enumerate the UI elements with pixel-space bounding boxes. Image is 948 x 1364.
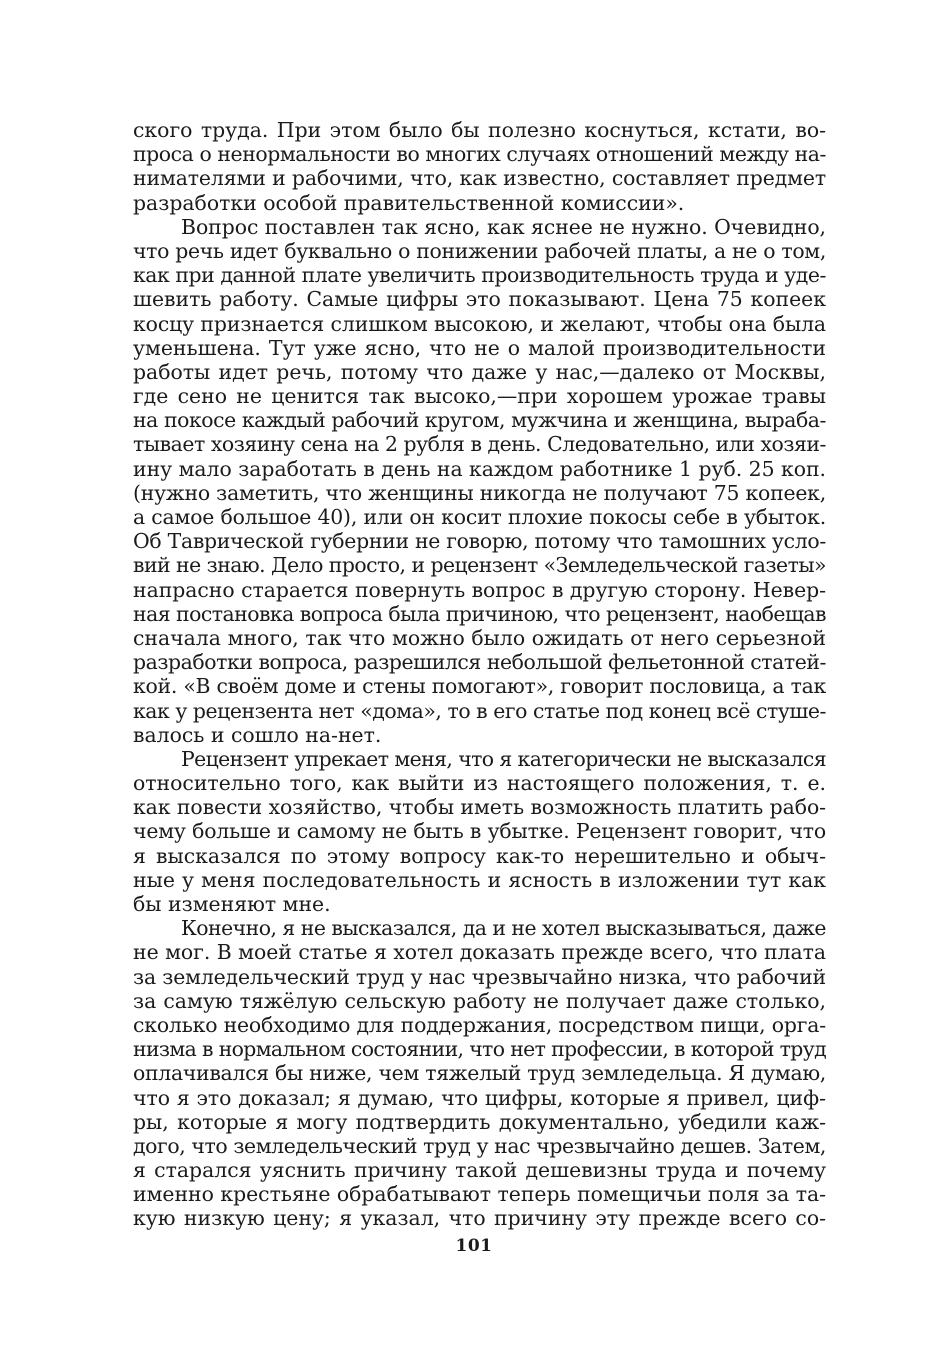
- text-line: ского труда. При этом было бы полезно коснуться, кстати, во-: [133, 118, 826, 142]
- paragraph-3: [133, 747, 826, 916]
- text-line: напрасно старается повернуть вопрос в другую сторону. Невер-: [133, 577, 826, 602]
- text-line: Рецензент упрекает меня, что я категорически не высказался: [181, 746, 826, 771]
- text-line: что речь идет буквально о понижении рабочей платы, а не о том,: [133, 238, 826, 263]
- text-line: бы изменяют мне.: [133, 892, 331, 916]
- text-line: косцу признается слишком высокою, и желают, чтобы она была: [133, 311, 826, 336]
- paragraph-2: [133, 215, 826, 747]
- text-line: дого, что земледельческий труд у нас чрезвычайно дешев. Затем,: [133, 1133, 826, 1158]
- text-line: уменьшена. Тут уже ясно, что не о малой производительности: [133, 335, 826, 360]
- text-line: как у рецензента нет «дома», то в его статье под конец всё стуше-: [133, 698, 827, 723]
- text-line: разработки вопроса, разрешился небольшой фельетонной статей-: [133, 650, 826, 675]
- text-line: ры, которые я могу подтвердить документально, убедили каж-: [133, 1109, 826, 1134]
- text-line: низма в нормальном состоянии, что нет профессии, в которой труд: [133, 1037, 826, 1062]
- text-line: кую низкую цену; я указал, что причину эту прежде всего со-: [133, 1206, 826, 1231]
- text-line: я старался уяснить причину такой дешевизны труда и почему: [133, 1158, 826, 1183]
- text-line: где сено не ценится так высоко,—при хорошем урожае травы: [133, 384, 826, 409]
- text-line: нимателями и рабочими, что, как известно, составляет предмет: [133, 166, 826, 191]
- text-line: как при данной плате увеличить производительность труда и уде-: [133, 263, 826, 288]
- text-line: сначала много, так что можно было ожидать от него серьезной: [133, 625, 826, 650]
- text-line: (нужно заметить, что женщины никогда не получают 75 копеек,: [133, 480, 826, 505]
- text-line: именно крестьяне обрабатывают теперь помещичьи поля за та-: [133, 1182, 826, 1207]
- text-line: чему больше и самому не быть в убытке. Рецензент говорит, что: [133, 819, 826, 844]
- text-line: как повести хозяйство, чтобы иметь возможность платить рабо-: [133, 795, 826, 820]
- text-line: оплачивался бы ниже, чем тяжелый труд земледельца. Я думаю,: [133, 1061, 826, 1086]
- text-line: вий не знаю. Дело просто, и рецензент «Земледельческой газеты»: [133, 553, 826, 578]
- text-line: относительно того, как выйти из настоящего положения, т. е.: [133, 771, 826, 796]
- text-line: а самое большое 40), или он косит плохие покосы себе в убыток.: [133, 505, 826, 529]
- text-line: работы идет речь, потому что даже у нас,—далеко от Москвы,: [133, 359, 826, 384]
- text-line: Конечно, я не высказался, да и не хотел высказываться, даже: [181, 916, 826, 941]
- page-number: 101: [455, 1236, 493, 1256]
- text-line: проса о ненормальности во многих случаях отношений между на-: [133, 142, 826, 167]
- text-line: что я это доказал; я думаю, что цифры, которые я привел, циф-: [133, 1085, 826, 1110]
- paragraph-4: [133, 916, 826, 1230]
- text-line: я высказался по этому вопросу как-то нерешительно и обыч-: [133, 843, 826, 868]
- text-line: за земледельческий труд у нас чрезвычайно низка, что рабочий: [133, 964, 826, 989]
- text-line: за самую тяжёлую сельскую работу не получает даже столько,: [133, 988, 826, 1013]
- text-line: на покосе каждый рабочий кругом, мужчина и женщина, выраба-: [133, 408, 826, 433]
- text-line: Об Таврической губернии не говорю, потому что тамошних усло-: [133, 529, 826, 554]
- text-line: не мог. В моей статье я хотел доказать прежде всего, что плата: [133, 940, 826, 965]
- text-line: разработки особой правительственной комиссии».: [133, 190, 685, 215]
- text-line: сколько необходимо для поддержания, посредством пищи, орга-: [133, 1012, 826, 1037]
- text-line: кой. «В своём доме и стены помогают», говорит пословица, а так: [133, 674, 826, 699]
- text-line: ные у меня последовательность и ясность в изложении тут как: [133, 867, 826, 892]
- body-text: [133, 118, 826, 1231]
- text-line: шевить работу. Самые цифры это показывают. Цена 75 копеек: [133, 287, 826, 312]
- text-line: валось и сошло на-нет.: [133, 722, 382, 747]
- text-line: ная постановка вопроса была причиною, что рецензент, наобещав: [133, 601, 826, 626]
- text-line: тывает хозяину сена на 2 рубля в день. Следовательно, или хозяи-: [133, 432, 826, 457]
- paragraph-1: [133, 118, 826, 215]
- text-line: ину мало заработать в день на каждом работнике 1 руб. 25 коп.: [133, 456, 826, 481]
- text-line: Вопрос поставлен так ясно, как яснее не нужно. Очевидно,: [181, 214, 826, 239]
